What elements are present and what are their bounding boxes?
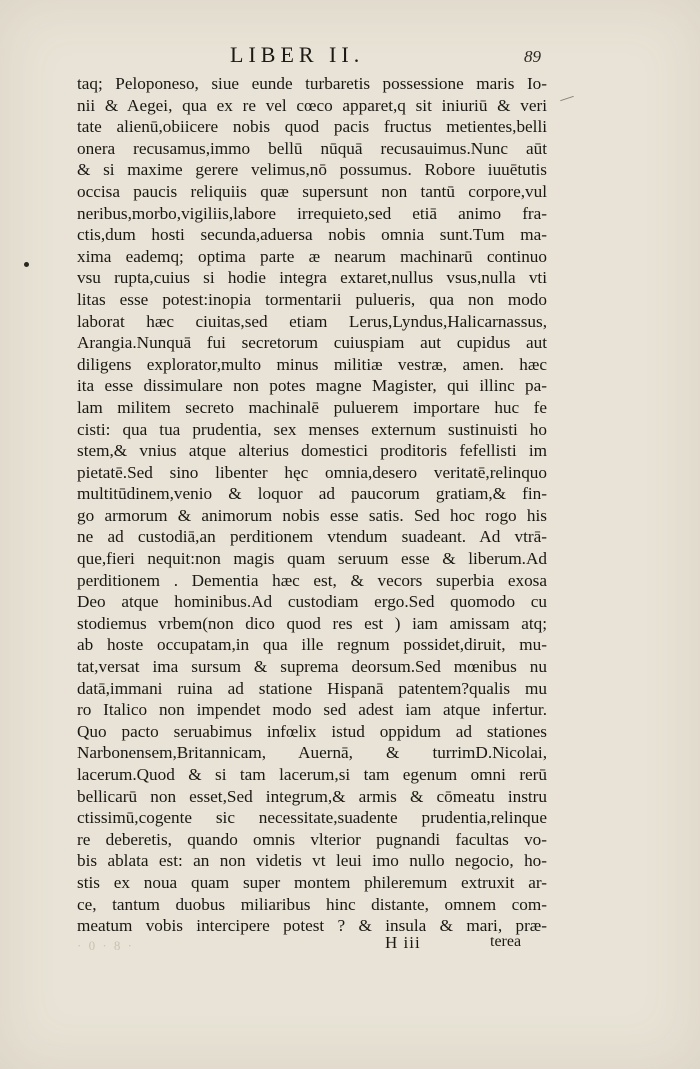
text-line: bis ablata est: an non videtis vt leui imo nullo negocio, ho- [77, 851, 547, 871]
ink-mark [560, 96, 574, 101]
margin-dot [24, 262, 29, 267]
text-line: xima eademq; optima parte æ nearum machinarū continuo [77, 246, 547, 266]
text-line: meatum vobis intercipere potest ? & insula & mari, præ- [77, 916, 547, 936]
text-line: Quo pacto seruabimus infœlix istud oppidum ad stationes [77, 721, 547, 741]
text-line: taq; Peloponeso, siue eunde turbaretis possessione maris Io- [77, 74, 547, 93]
text-line: nii & Aegei, qua ex re vel cœco apparet,q sit iniuriū & veri [77, 95, 547, 115]
text-line: re deberetis, quando omnis vlterior pugnandi facultas vo- [77, 829, 547, 849]
text-line: vsu rupta,cuius si hodie integra extaret,nullus vsus,nulla vti [77, 268, 547, 288]
text-line: tat,versat ima sursum & suprema deorsum.Sed mœnibus nu [77, 657, 547, 677]
text-line: pietatē.Sed sino libenter hęc omnia,desero veritatē,relinquo [77, 462, 547, 482]
text-line: multitūdinem,venio & loquor ad paucorum gratiam,& fin- [77, 484, 547, 504]
text-line: que,fieri nequit:non magis quam seruum esse & liberum.Ad [77, 549, 547, 569]
text-line: laborat hæc ciuitas,sed etiam Lerus,Lyndus,Halicarnassus, [77, 311, 547, 331]
text-line: Arangia.Nunquā fui secretorum cuiuspiam aut cupidus aut [77, 333, 547, 353]
text-line: lacerum.Quod & si tam lacerum,si tam egenum omni rerū [77, 765, 547, 784]
text-line: tate alienū,obiicere nobis quod pacis fructus metientes,belli [77, 117, 547, 137]
catchword: terea [490, 933, 522, 950]
text-line: occisa paucis reliquiis quæ supersunt non tantū corpore,vul [77, 181, 547, 201]
text-line: Narbonensem,Britannicam, Auernā, & turrimD.Nicolai, [77, 743, 547, 763]
text-line: ab hoste occupatam,in qua ille regnum possidet,diruit, mu- [77, 635, 547, 655]
text-line: bellicarū non esset,Sed integrum,& armis & cōmeatu instru [77, 786, 547, 806]
text-line: lam militem secreto machinalē puluerem importare huc fe [77, 397, 547, 417]
text-line: litas esse potest:inopia tormentarii pulueris, qua non modo [77, 289, 547, 309]
text-line: datā,immani ruina ad statione Hispanā patentem?qualis mu [77, 678, 547, 698]
offset-show-through: · 0 · 8 · [77, 938, 134, 953]
text-line: neribus,morbo,vigiliis,labore irrequieto,sed etiā animo fra- [77, 203, 547, 223]
text-line: Deo atque hominibus.Ad custodiam ergo.Sed quomodo cu [77, 592, 547, 612]
text-line: ne ad custodiā,an perditionem vtendum suadeant. Ad vtrā- [77, 527, 547, 547]
signature-mark: H iii [385, 933, 421, 952]
text-line: go armorum & animorum nobis esse satis. Sed hoc rogo his [77, 505, 547, 525]
text-line: stem,& vnius atque alterius domestici proditoris fefellisti im [77, 441, 547, 461]
text-line: stis ex noua quam super montem phileremum extruxit ar- [77, 872, 547, 892]
text-line: ctis,dum hosti secunda,aduersa nobis omnia sunt.Tum ma- [77, 225, 547, 245]
text-line: stodiemus vrbem(non dico quod res est ) iam amissam atq; [77, 613, 547, 633]
text-line: diligens explorator,multo minus militiæ vestræ, amen. hæc [77, 354, 547, 374]
text-line: ctissimū,cogente sic necessitate,suadente prudentia,relinque [77, 808, 547, 828]
text-block [77, 73, 547, 937]
text-line: ce, tantum duobus miliaribus hinc distante, omnem com- [77, 894, 547, 914]
text-line: cisti: qua tua prudentia, sex menses externum sustinuisti ho [77, 419, 547, 439]
text-line: ro Italico non impendet modo sed adest iam atque infertur. [77, 700, 547, 720]
page-number: 89 [524, 47, 541, 66]
text-line: ita esse dissimulare non potes magne Magister, qui illinc pa- [77, 376, 547, 396]
text-line: & si maxime gerere velimus,nō possumus. Robore iuuētutis [77, 160, 547, 180]
text-line: perditionem . Dementia hæc est, & vecors superbia exosa [77, 570, 547, 590]
text-line: onera recusamus,immo bellū nūquā recusauimus.Nunc aūt [77, 138, 547, 158]
running-head: LIBER II. [230, 42, 365, 67]
